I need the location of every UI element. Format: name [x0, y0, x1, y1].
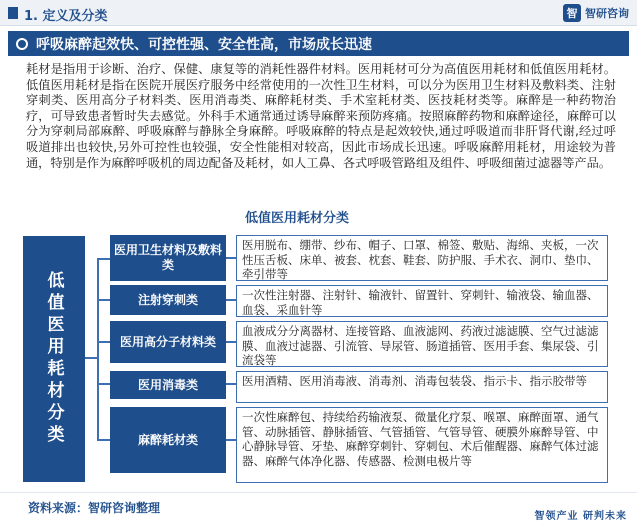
category-link [226, 257, 236, 259]
category-items-disinfection: 医用酒精、医用消毒液、消毒剂、消毒包装袋、指示卡、指示胶带等 [236, 371, 608, 403]
category-name: 麻醉耗材类 [137, 432, 198, 447]
diagram-title: 低值医用耗材分类 [245, 211, 350, 226]
category-link [226, 299, 236, 301]
brand-logo-icon: 智 [563, 4, 581, 22]
category-items-hygiene: 医用脱布、绷带、纱布、帽子、口罩、棉签、敷贴、海绵、夹板，一次性压舌板、床单、被套、枕套、鞋套、防护服、手术衣、洞巾、垫巾、牵引带等 [236, 235, 608, 281]
category-box-disinfection [110, 371, 226, 399]
connector-root [85, 357, 99, 359]
connector-branch-4 [97, 383, 110, 385]
section-title: 1. 定义及分类 [24, 9, 108, 24]
category-box-injection [110, 285, 226, 315]
header-bar [0, 0, 637, 26]
category-items-polymer: 血液成分分离器材、连接管路、血液滤网、药液过滤滤膜、空气过滤滤膜、血液过滤器、引流管、导尿管、肠道插管、医用手套、集尿袋、引流袋等 [236, 321, 608, 367]
category-name: 医用卫生材料及敷料类 [114, 243, 223, 272]
footer-slogan: 智领产业 研判未来 [534, 511, 627, 522]
category-box-polymer [110, 321, 226, 363]
diagram-root-box [23, 236, 85, 482]
connector-branch-3 [97, 341, 110, 343]
connector-branch-2 [97, 299, 110, 301]
category-name: 医用消毒类 [137, 377, 198, 392]
category-link [226, 341, 236, 343]
source-note: 资料来源：智研咨询整理 [28, 501, 161, 515]
circle-bullet-icon [16, 38, 28, 50]
brand [563, 4, 629, 22]
category-name: 注射穿刺类 [137, 292, 198, 307]
category-box-hygiene [110, 235, 226, 281]
connector-vertical [97, 258, 99, 440]
category-items-injection: 一次性注射器、注射针、输液针、留置针、穿刺针、输液袋、输血器、血袋、采血针等 [236, 285, 608, 317]
category-link [226, 383, 236, 385]
headline-text: 呼吸麻醉起效快、可控性强、安全性高，市场成长迅速 [36, 36, 372, 53]
headline-banner [8, 31, 629, 56]
diagram-root-label: 低值医用耗材分类 [43, 271, 64, 447]
section-marker-icon [8, 7, 18, 19]
category-name: 医用高分子材料类 [119, 334, 216, 349]
category-box-anesthesia [110, 407, 226, 473]
footer [0, 492, 637, 527]
category-items-anesthesia: 一次性麻醉包、持续给药输液泵、微量化疗泵、喉罩、麻醉面罩、通气管、动脉插管、静脉插管、气管插管、气管导管、硬膜外麻醉导管、中心静脉导管、牙垫、麻醉穿刺针、穿刺包、术后催醒器、麻醉气体过滤器、麻醉气体净化器、传感器、检测电极片等 [236, 407, 608, 483]
brand-name: 智研咨询 [585, 7, 629, 20]
category-link [226, 439, 236, 441]
connector-branch-5 [97, 439, 110, 441]
intro-paragraph: 耗材是指用于诊断、治疗、保健、康复等的消耗性器件材料。医用耗材可分为高值医用耗材和低值医用耗材。低值医用耗材是指在医院开展医疗服务中经常使用的一次性卫生材料，可以分为医用卫生材料及敷料类、注射穿刺类、医用高分子材料类、医用消毒类、麻醉耗材类、手术室耗材类、医技耗材类等。麻醉是一种药物治疗，可导致患者暂时失去感觉。外科手术通常通过诱导麻醉来预防疼痛。按照麻醉药物和麻醉途径，麻醉可以分为穿刺局部麻醉、呼吸麻醉与静脉全身麻醉。呼吸麻醉的特点是起效较快,通过呼吸道而非肝肾代谢,经过呼吸道排出也较快,另外可控性也较强，安全性能相对较高，因此市场成长迅速。呼吸麻醉用耗材，用途较为普通，特别是作为麻醉呼吸机的周边配备及耗材，如人工鼻、各式呼吸管路组及组件、呼吸细菌过滤器等产品。 [26, 62, 616, 170]
connector-branch-1 [97, 258, 110, 260]
